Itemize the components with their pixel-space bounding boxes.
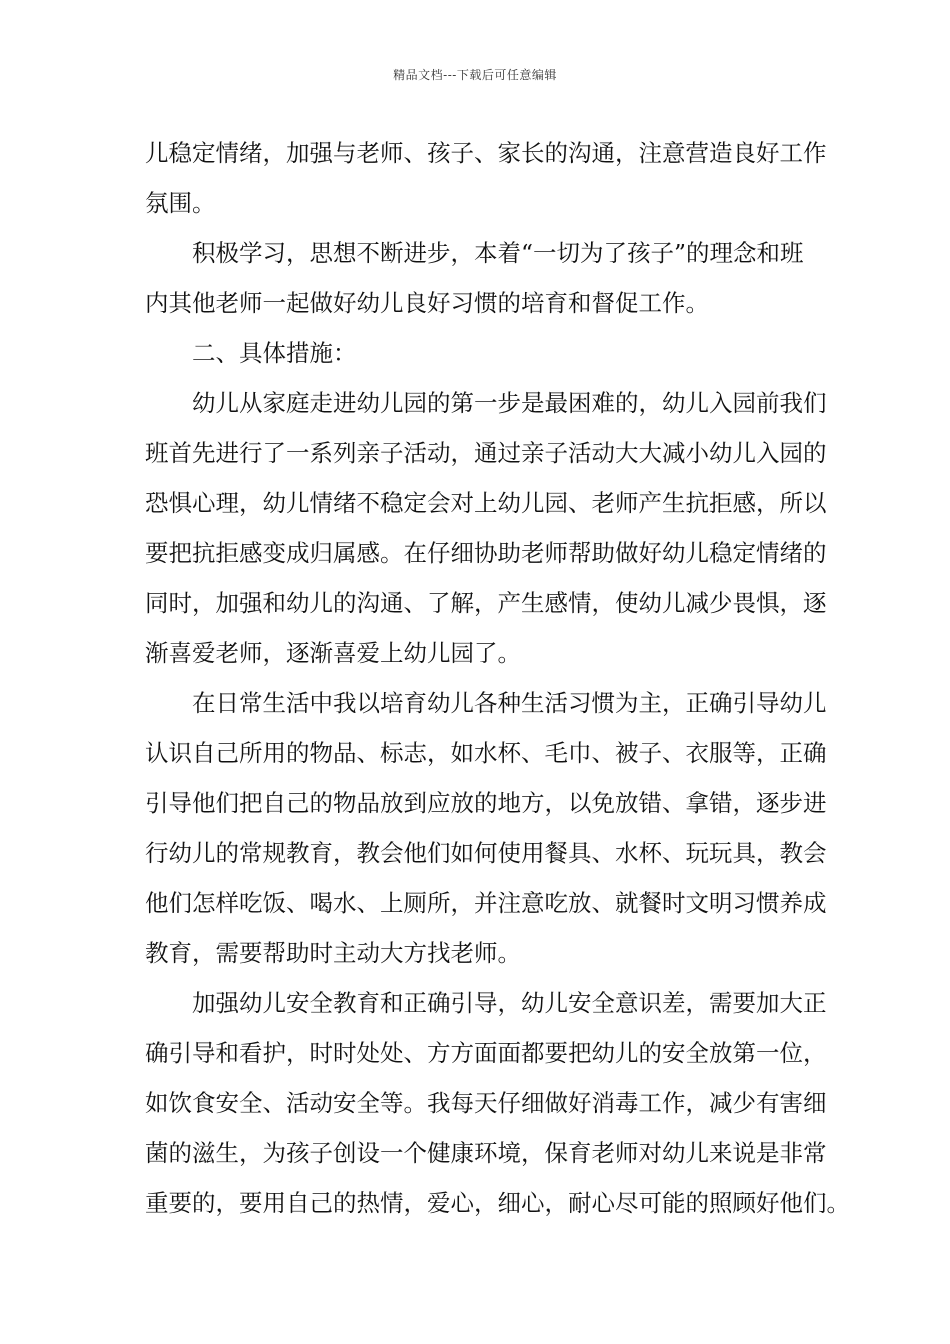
text-line: 菌的滋生，为孩子创设一个健康环境，保育老师对幼儿来说是非常 xyxy=(145,1139,827,1167)
paragraph xyxy=(145,378,827,678)
text-line: 行幼儿的常规教育，教会他们如何使用餐具、水杯、玩玩具，教会 xyxy=(145,839,827,867)
page-header: 精品文档---下载后可任意编辑 xyxy=(393,68,557,82)
text-line: 儿稳定情绪，加强与老师、孩子、家长的沟通，注意营造良好工作 xyxy=(145,139,827,167)
text-line: 恐惧心理，幼儿情绪不稳定会对上幼儿园、老师产生抗拒感，所以 xyxy=(145,489,827,517)
text-line: 二、具体措施： xyxy=(192,339,357,367)
paragraph xyxy=(145,228,815,328)
text-line: 确引导和看护，时时处处、方方面面都要把幼儿的安全放第一位， xyxy=(145,1039,827,1067)
text-line: 渐喜爱老师，逐渐喜爱上幼儿园了。 xyxy=(145,639,521,667)
text-line: 在日常生活中我以培育幼儿各种生活习惯为主，正确引导幼儿 xyxy=(192,689,827,717)
text-line: 引导他们把自己的物品放到应放的地方，以免放错、拿错，逐步进 xyxy=(145,789,827,817)
text-line: 重要的，要用自己的热情，爱心，细心，耐心尽可能的照顾好他们。 xyxy=(145,1189,850,1217)
text-line: 要把抗拒感变成归属感。在仔细协助老师帮助做好幼儿稳定情绪的 xyxy=(145,539,827,567)
paragraph xyxy=(145,678,827,978)
text-line: 幼儿从家庭走进幼儿园的第一步是最困难的，幼儿入园前我们 xyxy=(192,389,827,417)
text-line: 内其他老师一起做好幼儿良好习惯的培育和督促工作。 xyxy=(145,289,709,317)
text-line: 积极学习，思想不断进步，本着“一切为了孩子”的理念和班 xyxy=(192,239,804,267)
paragraph xyxy=(145,978,850,1228)
document-body xyxy=(145,128,850,1228)
text-line: 同时，加强和幼儿的沟通、了解，产生感情，使幼儿减少畏惧，逐 xyxy=(145,589,827,617)
section-heading xyxy=(145,328,815,378)
text-line: 认识自己所用的物品、标志，如水杯、毛巾、被子、衣服等，正确 xyxy=(145,739,827,767)
text-line: 加强幼儿安全教育和正确引导，幼儿安全意识差，需要加大正 xyxy=(192,989,827,1017)
text-line: 氛围。 xyxy=(145,189,216,217)
text-line: 教育，需要帮助时主动大方找老师。 xyxy=(145,939,521,967)
text-line: 如饮食安全、活动安全等。我每天仔细做好消毒工作，减少有害细 xyxy=(145,1089,827,1117)
text-line: 他们怎样吃饭、喝水、上厕所，并注意吃放、就餐时文明习惯养成 xyxy=(145,889,827,917)
text-line: 班首先进行了一系列亲子活动，通过亲子活动大大减小幼儿入园的 xyxy=(145,439,827,467)
paragraph xyxy=(145,128,827,228)
